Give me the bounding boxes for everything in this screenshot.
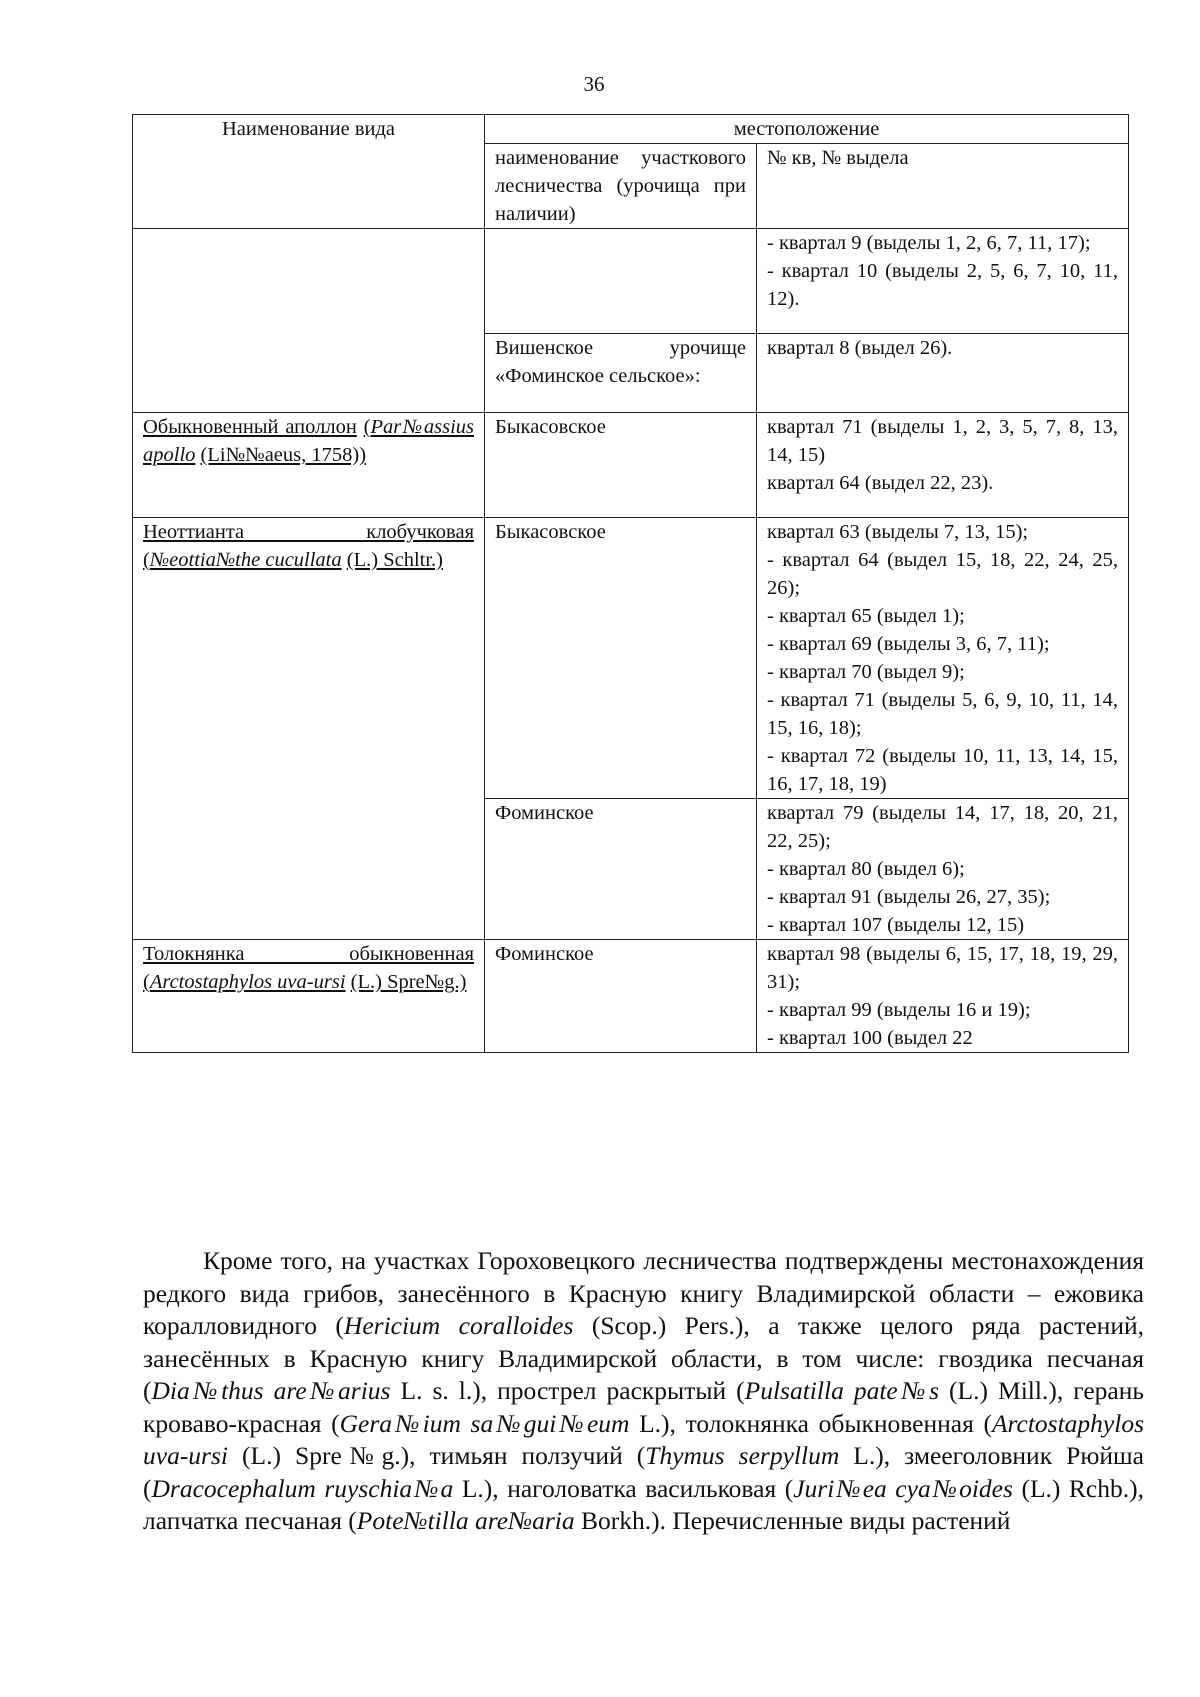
latin-name: Dracocephalum ruyschia№a (151, 1473, 454, 1503)
species-latin: Par№assius apollo (143, 416, 474, 466)
text-segment: (L.) Spre№g.), тимьян ползучий ( (228, 1441, 646, 1470)
forestry-cell: Вишенское урочище «Фоминское сельское»: (485, 334, 757, 413)
text-segment: L.), наголоватка васильковая ( (453, 1473, 794, 1503)
forestry-cell: Фоминское (485, 799, 757, 940)
latin-name: Pote№tilla are№aria (356, 1506, 575, 1535)
species-cell: Толокнянка обыкновенная (Arctostaphylos uva-ursi (L.) Spre№g.) (133, 940, 485, 1053)
forestry-cell: Быкасовское (485, 413, 757, 518)
quarter-entry: - квартал 9 (выделы 1, 2, 6, 7, 11, 17); (767, 232, 1091, 254)
header-species: Наименование вида (133, 115, 485, 229)
species-latin: Arctostaphylos uva-ursi (149, 971, 346, 993)
species-name: Неоттианта клобучковая (143, 521, 474, 543)
quarter-entry: - квартал 65 (выдел 1); (767, 605, 965, 627)
text-segment: Кроме того, на участках Гороховецкого лесничества подтверждены местонахождения редкого вида грибов, занесённого в Красную книгу Владимирской области – ежовика коралловидного ( (143, 1246, 1144, 1340)
species-cell (133, 229, 485, 413)
page-number: 36 (583, 72, 605, 96)
species-name: Обыкновенный аполлон (143, 416, 357, 438)
forestry-cell: Быкасовское (485, 518, 757, 799)
quarter-entry: - квартал 107 (выделы 12, 15) (767, 914, 1025, 936)
species-latin: №eottia№the cucullata (149, 549, 342, 571)
latin-name: Hericium coralloides (343, 1311, 574, 1340)
forestry-cell (485, 229, 757, 334)
quarter-entry: - квартал 91 (выделы 26, 27, 35); (767, 886, 1051, 908)
text-segment: (Scop.) Pers.), а также целого ряда растений, занесённых в Красную книгу Владимирской области, в том числе: гвоздика песчаная ( (143, 1311, 1144, 1405)
quarter-entry: - квартал 100 (выдел 22 (767, 1027, 973, 1049)
species-author: (L.) Schltr.) (346, 549, 443, 571)
species-location-table (132, 114, 1129, 1053)
species-cell: Обыкновенный аполлон (Par№assius apollo (Li№№aeus, 1758)) (133, 413, 485, 518)
text-segment: L.), змееголовник Рюйша ( (143, 1441, 1144, 1503)
latin-name: Thymus serpyllum (645, 1441, 840, 1470)
quarter-entry: квартал 63 (выделы 7, 13, 15); (767, 521, 1029, 543)
quarter-entry: - квартал 10 (выделы 2, 5, 6, 7, 10, 11, 12). (767, 260, 1119, 310)
latin-name: Pulsatilla pate№s (744, 1376, 940, 1405)
quarters-cell (757, 229, 1129, 334)
quarter-entry: квартал 71 (выделы 1, 2, 3, 5, 7, 8, 13, 14, 15) (767, 416, 1119, 466)
quarter-entry: - квартал 70 (выдел 9); (767, 661, 965, 683)
quarter-entry: квартал 8 (выдел 26). (767, 337, 953, 359)
quarter-entry: - квартал 64 (выдел 15, 18, 22, 24, 25, 26); (767, 549, 1119, 599)
table-row (133, 940, 1129, 1053)
quarters-cell (757, 940, 1129, 1053)
quarter-entry: - квартал 71 (выделы 5, 6, 9, 10, 11, 14, 15, 16, 18); (767, 689, 1119, 739)
body-paragraph (143, 1245, 1144, 1538)
latin-name: Juri№ea cya№oides (793, 1473, 1013, 1503)
species-name: Толокнянка обыкновенная (143, 943, 474, 965)
quarter-entry: квартал 64 (выдел 22, 23). (767, 472, 994, 494)
species-author: (L.) Spre№g.) (350, 971, 467, 993)
species-author: (Li№№aeus, 1758)) (200, 444, 367, 466)
header-location: местоположение (485, 115, 1129, 144)
text-segment: L. s. l.), прострел раскрытый ( (390, 1376, 745, 1405)
latin-name: Dia№thus are№arius (151, 1376, 391, 1405)
quarter-entry: - квартал 72 (выделы 10, 11, 13, 14, 15, 16, 17, 18, 19) (767, 745, 1119, 795)
quarters-cell (757, 413, 1129, 518)
species-cell: Неоттианта клобучковая (№eottia№the cucullata (L.) Schltr.) (133, 518, 485, 940)
quarter-entry: - квартал 99 (выделы 16 и 19); (767, 999, 1031, 1021)
table-header-row (133, 115, 1129, 144)
quarters-cell (757, 518, 1129, 799)
text-segment: Borkh.). Перечисленные виды растений (574, 1506, 1011, 1535)
forestry-cell: Фоминское (485, 940, 757, 1053)
quarter-entry: - квартал 80 (выдел 6); (767, 858, 965, 880)
quarter-entry: - квартал 69 (выделы 3, 6, 7, 11); (767, 633, 1050, 655)
text-segment: (L.) Rchb.), лапчатка песчаная ( (143, 1473, 1144, 1535)
header-quarter: № кв, № выдела (757, 144, 1129, 229)
header-forestry: наименование участкового лесничества (урочища при наличии) (485, 144, 757, 229)
latin-name: Gera№ium sa№gui№eum (339, 1408, 630, 1438)
quarter-entry: квартал 98 (выделы 6, 15, 17, 18, 19, 29, 31); (767, 943, 1119, 993)
text-segment: (L.) Mill.), герань кроваво-красная ( (143, 1376, 1145, 1438)
quarters-cell (757, 334, 1129, 413)
quarters-cell (757, 799, 1129, 940)
table-row (133, 518, 1129, 799)
text-segment: L.), толокнянка обыкновенная ( (629, 1408, 992, 1438)
latin-name: Arctostaphylos uva-ursi (143, 1408, 1145, 1470)
table-row (133, 413, 1129, 518)
quarter-entry: квартал 79 (выделы 14, 17, 18, 20, 21, 22, 25); (767, 802, 1119, 852)
table-row (133, 229, 1129, 334)
